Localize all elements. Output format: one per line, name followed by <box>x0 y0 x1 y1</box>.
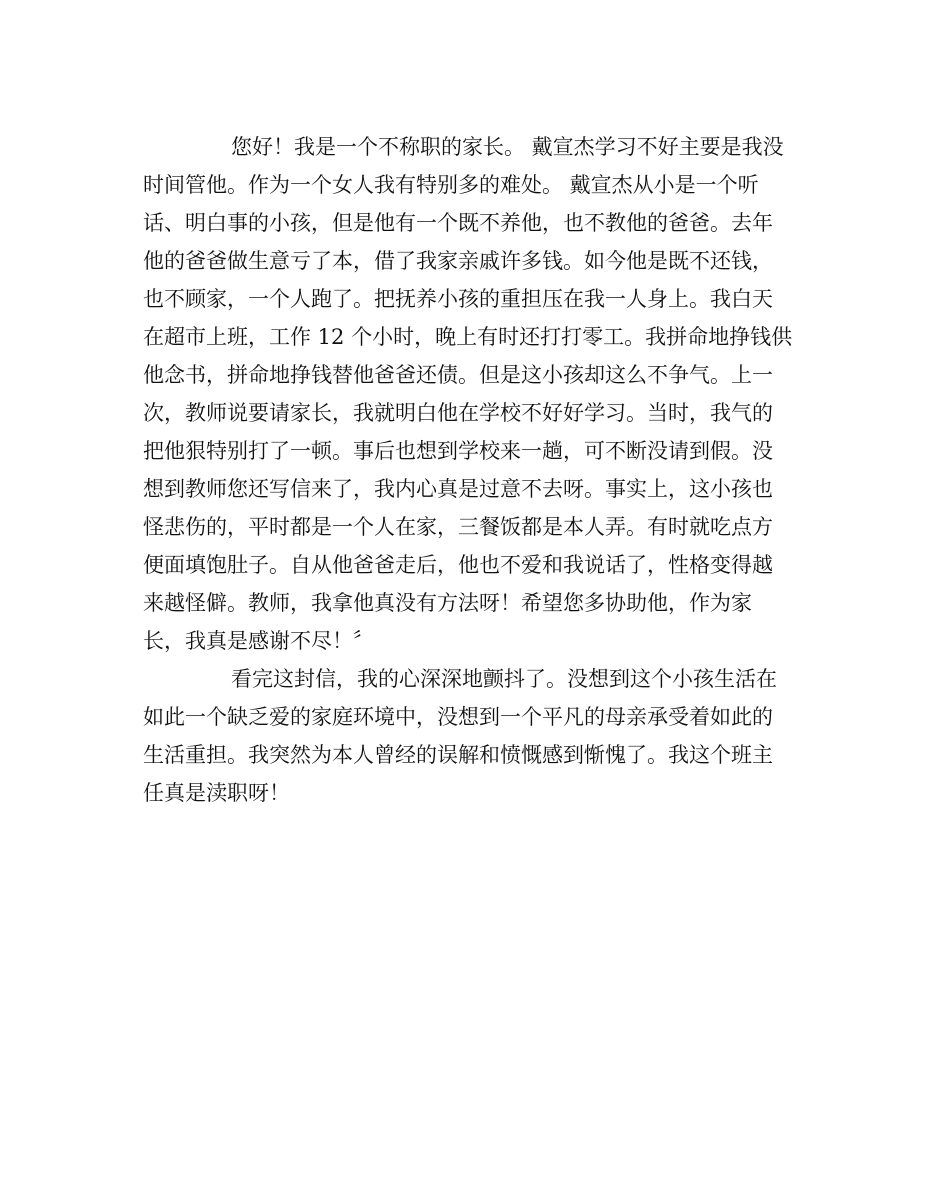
text-line: 把他狠特别打了一顿。事后也想到学校来一趟，可不断没请到假。没 <box>143 439 773 463</box>
paragraph-teacher-reflection <box>143 660 815 812</box>
text-line: 他的爸爸做生意亏了本，借了我家亲戚许多钱。如今他是既不还钱， <box>143 249 773 273</box>
text-line: 想到教师您还写信来了，我内心真是过意不去呀。事实上，这小孩也 <box>143 477 773 501</box>
text-line: 在超市上班，工作 12 个小时，晚上有时还打打零工。我拼命地挣钱供 <box>143 325 793 349</box>
text-line: 他念书，拼命地挣钱替他爸爸还债。但是这小孩却这么不争气。上一 <box>143 363 773 387</box>
text-line: 如此一个缺乏爱的家庭环境中，没想到一个平凡的母亲承受着如此的 <box>143 705 773 729</box>
text-line: 怪悲伤的，平时都是一个人在家，三餐饭都是本人弄。有时就吃点方 <box>143 515 773 539</box>
text-line: 长，我真是感谢不尽！〞 <box>143 629 374 653</box>
text-line: 来越怪僻。教师，我拿他真没有方法呀！希望您多协助他，作为家 <box>143 591 752 615</box>
text-line: 次，教师说要请家长，我就明白他在学校不好好学习。当时，我气的 <box>143 401 773 425</box>
text-line: 生活重担。我突然为本人曾经的误解和愤慨感到惭愧了。我这个班主 <box>143 743 773 767</box>
text-line: 您好！我是一个不称职的家长。 戴宣杰学习不好主要是我没 <box>231 135 784 159</box>
text-line: 看完这封信，我的心深深地颤抖了。没想到这个小孩生活在 <box>231 667 777 691</box>
paragraph-parent-letter <box>143 128 815 660</box>
letter-text <box>143 128 815 812</box>
text-line: 也不顾家，一个人跑了。把抚养小孩的重担压在我一人身上。我白天 <box>143 287 773 311</box>
text-line: 话、明白事的小孩，但是他有一个既不养他，也不教他的爸爸。去年 <box>143 211 773 235</box>
text-line: 时间管他。作为一个女人我有特别多的难处。 戴宣杰从小是一个听 <box>143 173 759 197</box>
text-line: 任真是渎职呀！ <box>143 781 290 805</box>
text-line: 便面填饱肚子。自从他爸爸走后，他也不爱和我说话了，性格变得越 <box>143 553 773 577</box>
